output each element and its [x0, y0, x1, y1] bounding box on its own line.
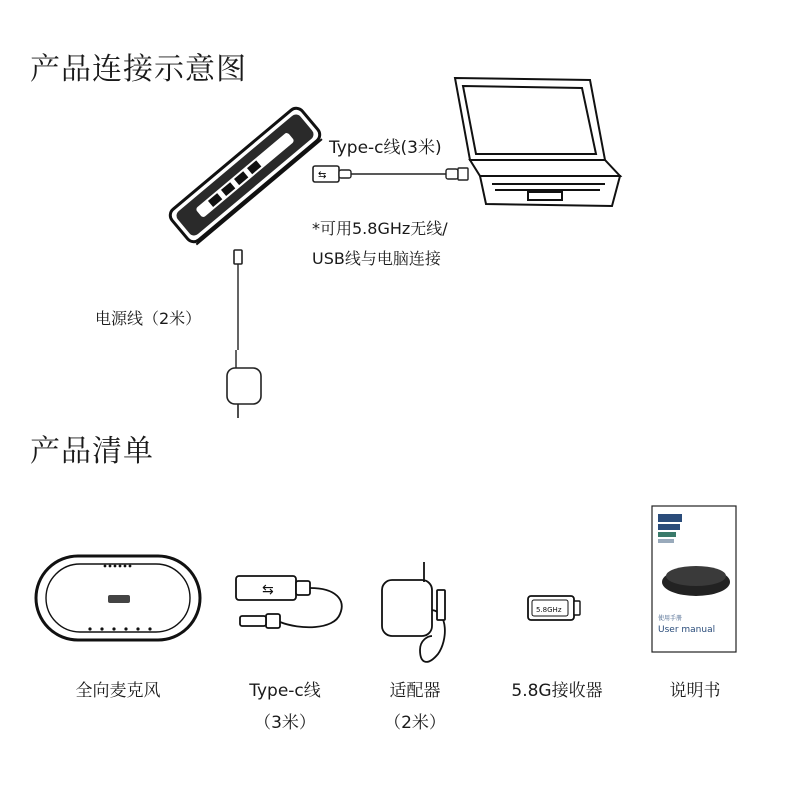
manual-caption-cn: 使用手册	[658, 615, 683, 622]
item-label-manual: 说明书	[669, 681, 721, 701]
receiver-icon	[528, 596, 580, 620]
receiver-text: 5.8GHz	[536, 606, 562, 614]
manual-caption-en: User manual	[658, 625, 716, 635]
item-label-receiver: 5.8G接收器	[511, 681, 603, 701]
item-sub-typec: （3米）	[254, 713, 316, 733]
power-adapter-icon	[382, 562, 445, 662]
section-title-connection: 产品连接示意图	[30, 52, 247, 87]
wireless-note-line2: USB线与电脑连接	[312, 249, 441, 268]
item-label-speakerphone: 全向麦克风	[75, 681, 161, 701]
manual-icon	[652, 506, 736, 652]
svg-text:⇆: ⇆	[318, 170, 327, 181]
laptop-icon	[455, 78, 620, 206]
section-title-list: 产品清单	[30, 434, 154, 469]
svg-text:⇆: ⇆	[262, 582, 274, 598]
typec-label: Type-c线(3米)	[329, 138, 442, 158]
item-label-adapter: 适配器	[389, 681, 441, 701]
typec-cable-diagram	[313, 166, 468, 182]
speakerphone-side-icon	[167, 105, 327, 246]
power-cable-diagram	[227, 250, 261, 418]
wireless-note-line1: *可用5.8GHz无线/	[312, 219, 448, 238]
speakerphone-icon	[36, 556, 200, 640]
item-label-typec: Type-c线	[249, 681, 321, 701]
power-label: 电源线（2米）	[95, 309, 202, 328]
item-sub-adapter: （2米）	[384, 713, 446, 733]
typec-cable-icon	[236, 576, 342, 628]
